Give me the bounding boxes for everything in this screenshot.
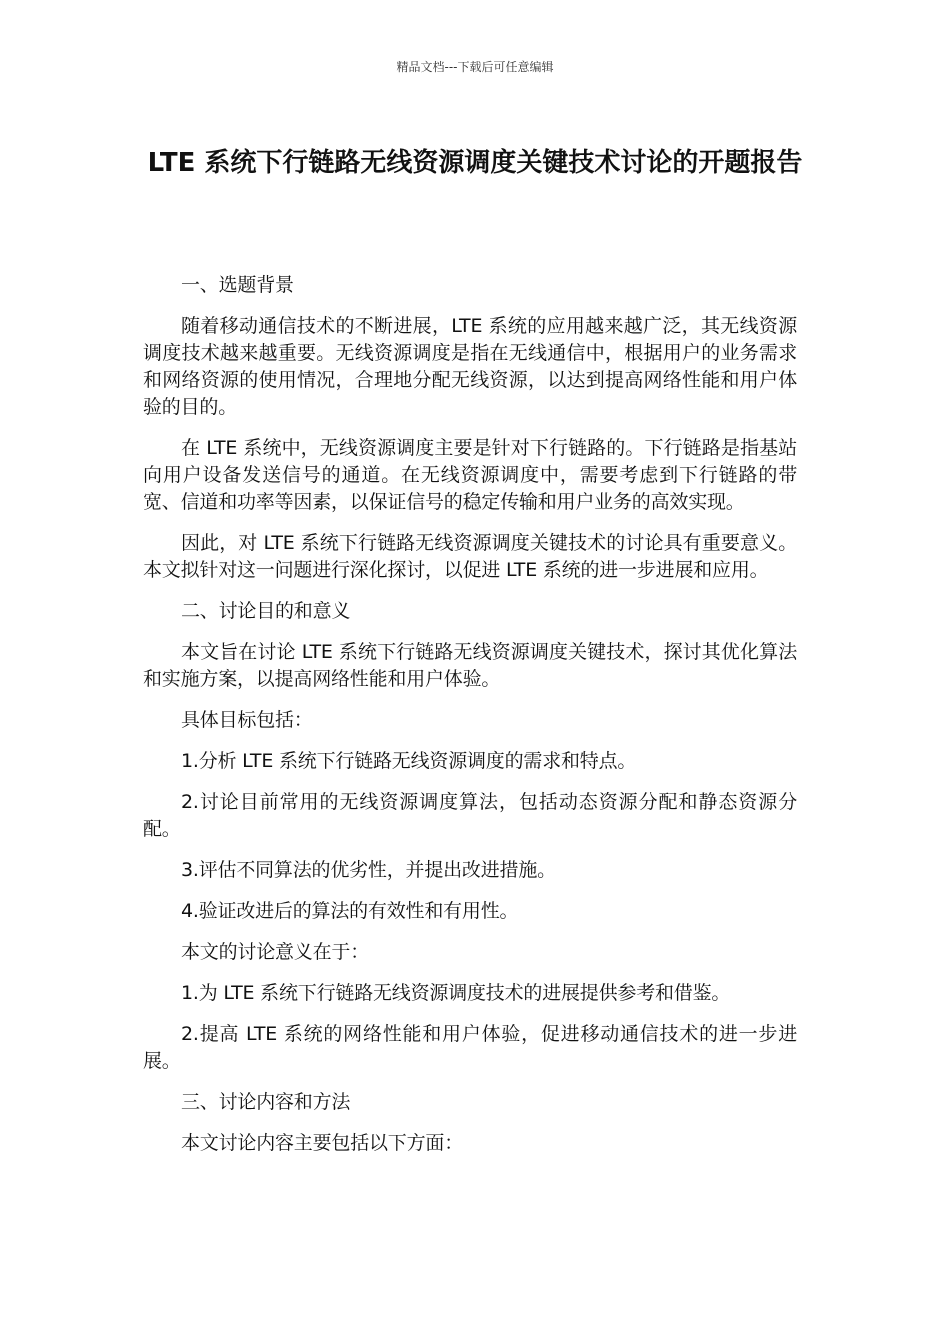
section-heading-content-method: 三、讨论内容和方法 [181, 1091, 351, 1113]
list-item: 3.评估不同算法的优劣性，并提出改进措施。 [181, 859, 556, 881]
paragraph: 在 LTE 系统中，无线资源调度主要是针对下行链路的。下行链路是指基站向用户设备发送信号的通道。在无线资源调度中，需要考虑到下行链路的带宽、信道和功率等因素，以保证信号的稳定传输和用户业务的高效实现。 [143, 437, 797, 513]
list-item: 2.提高 LTE 系统的网络性能和用户体验，促进移动通信技术的进一步进展。 [143, 1023, 797, 1072]
section-heading-background: 一、选题背景 [181, 274, 294, 296]
paragraph: 随着移动通信技术的不断进展，LTE 系统的应用越来越广泛，其无线资源调度技术越来越重要。无线资源调度是指在无线通信中，根据用户的业务需求和网络资源的使用情况，合理地分配无线资源，以达到提高网络性能和用户体验的目的。 [143, 315, 797, 418]
list-item: 2.讨论目前常用的无线资源调度算法，包括动态资源分配和静态资源分配。 [143, 791, 797, 840]
paragraph: 本文旨在讨论 LTE 系统下行链路无线资源调度关键技术，探讨其优化算法和实施方案，以提高网络性能和用户体验。 [143, 641, 797, 690]
paragraph: 因此，对 LTE 系统下行链路无线资源调度关键技术的讨论具有重要意义。本文拟针对这一问题进行深化探讨，以促进 LTE 系统的进一步进展和应用。 [143, 532, 797, 581]
document-title: LTE 系统下行链路无线资源调度关键技术讨论的开题报告 [147, 148, 803, 178]
paragraph: 本文的讨论意义在于： [181, 941, 370, 963]
list-item: 1.为 LTE 系统下行链路无线资源调度技术的进展提供参考和借鉴。 [181, 982, 731, 1004]
paragraph: 具体目标包括： [181, 709, 313, 731]
paragraph: 本文讨论内容主要包括以下方面： [181, 1132, 464, 1154]
list-item: 1.分析 LTE 系统下行链路无线资源调度的需求和特点。 [181, 750, 637, 772]
section-heading-purpose: 二、讨论目的和意义 [181, 600, 351, 622]
document-body [143, 272, 797, 1171]
list-item: 4.验证改进后的算法的有效性和有用性。 [181, 900, 519, 922]
header-note: 精品文档---下载后可任意编辑 [396, 60, 554, 74]
